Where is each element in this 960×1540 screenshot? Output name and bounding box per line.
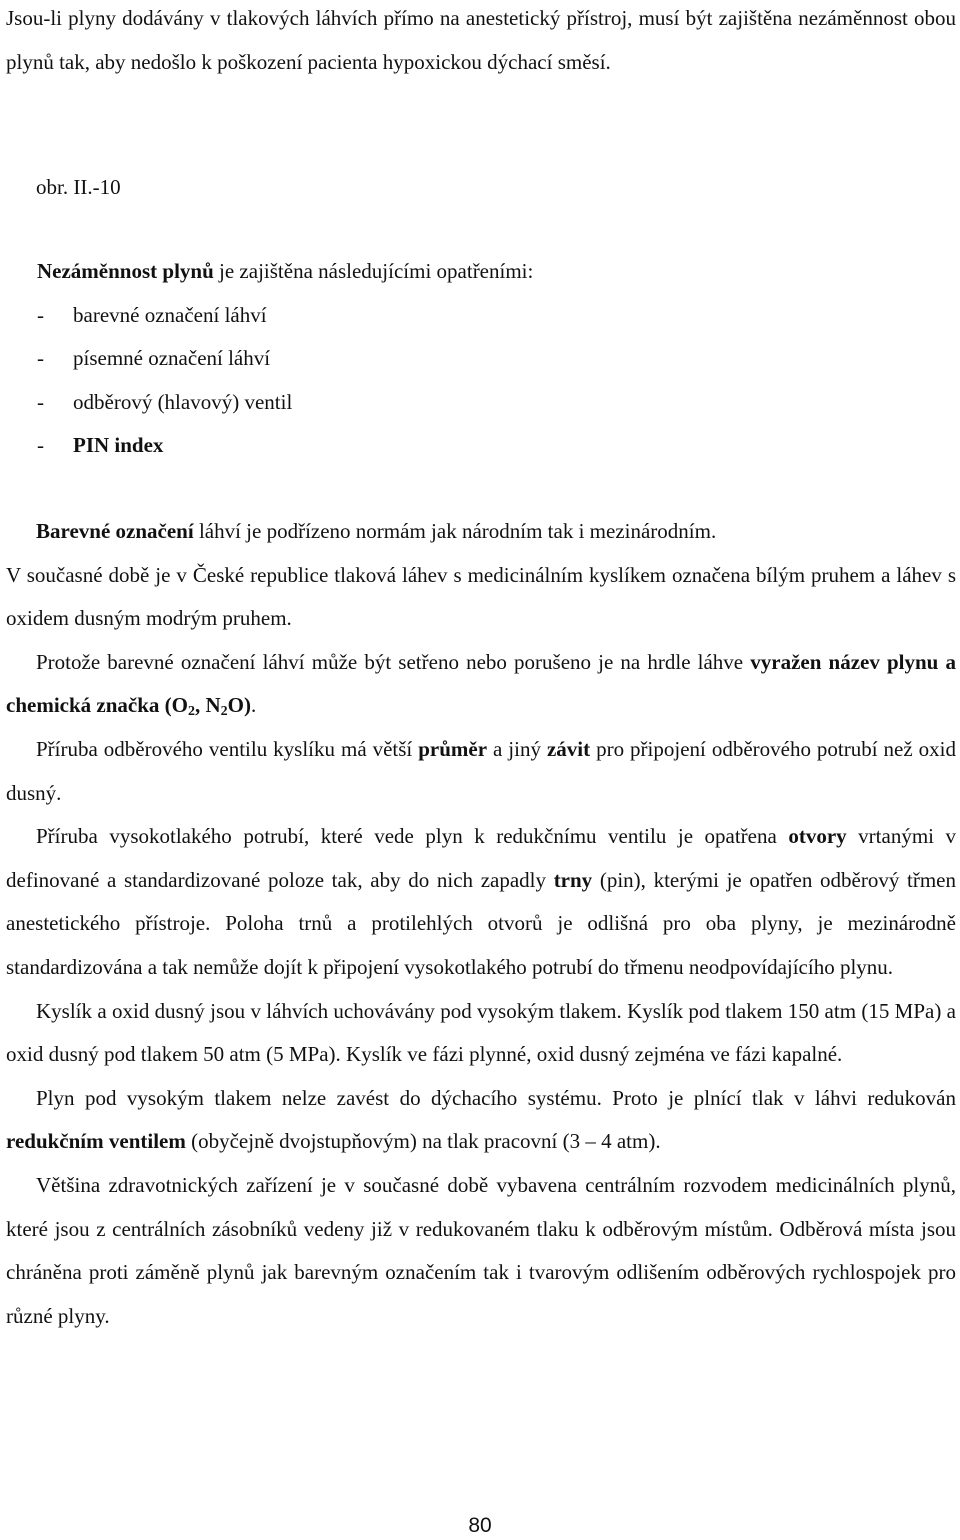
- body-text: [6, 510, 956, 1338]
- list-item: - odběrový (hlavový) ventil: [37, 389, 293, 414]
- paragraph-valve-flange: Příruba odběrového ventilu kyslíku má větší průměr a jiný závit pro připojení odběrového potrubí než oxid dusný.: [6, 736, 956, 805]
- paragraph-engraving: Protože barevné označení láhví může být setřeno nebo porušeno je na hrdle láhve vyražen název plynu a chemická značka ($O_2$, $N_2O$).: [6, 649, 956, 720]
- paragraph-reduction: Plyn pod vysokým tlakem nelze zavést do dýchacího systému. Proto je plnící tlak v láhvi redukován redukčním ventilem (obyčejně dvojstupňovým) na tlak pracovní (3 – 4 atm).: [6, 1085, 956, 1154]
- paragraph-pressure: Kyslík a oxid dusný jsou v láhvích uchovávány pod vysokým tlakem. Kyslík pod tlakem 150 atm (15 MPa) a oxid dusný pod tlakem 50 atm (5 MPa). Kyslík ve fázi plynné, oxid dusný zejména ve fázi kapalné.: [6, 998, 956, 1067]
- intro-paragraph: Jsou-li plyny dodávány v tlakových láhvích přímo na anestetický přístroj, musí být zajištěna nezáměnnost obou plynů tak, aby nedošlo k poškození pacienta hypoxickou dýchací směsí.: [6, 6, 956, 74]
- paragraph-pin-index: Příruba vysokotlakého potrubí, které vede plyn k redukčnímu ventilu je opatřena otvory vrtanými v definované a standardizované poloze tak, aby do nich zapadly trny (pin), kterými je opatřen odběrový třmen anestetického přístroje. Poloha trnů a protilehlých otvorů je odlišná pro oba plyny, je mezinárodně standardizována a tak nemůže dojít k připojení vysokotlakého potrubí do třmenu neodpovídajícího plynu.: [6, 824, 956, 979]
- paragraph-central-distribution: Většina zdravotnických zařízení je v současné době vybavena centrálním rozvodem medicinálních plynů, které jsou z centrálních zásobníků vedeny již v redukovaném tlaku k odběrovým místům. Odběrová místa jsou chráněna proti záměně plynů jak barevným označením tak i tvarovým odlišením odběrových rychlospojek pro různé plyny.: [6, 1172, 956, 1328]
- list-item: - PIN index: [37, 433, 164, 458]
- list-item: - písemné označení láhví: [37, 346, 271, 371]
- page-number: 80: [468, 1514, 492, 1537]
- figure-reference: obr. II.-10: [36, 175, 121, 199]
- list-lead-rest: je zajištěna následujícími opatřeními:: [213, 259, 534, 283]
- measures-list: [6, 250, 956, 468]
- list-lead: [6, 250, 956, 294]
- paragraph-color-marking: Barevné označení láhví je podřízeno normám jak národním tak i mezinárodním.: [36, 519, 717, 543]
- list-item: - barevné označení láhví: [37, 302, 267, 327]
- paragraph-color-marking-cz: V současné době je v České republice tlaková láhev s medicinálním kyslíkem označena bílým pruhem a láhev s oxidem dusným modrým pruhem.: [6, 562, 956, 631]
- list-lead-bold: Nezáměnnost plynů: [37, 259, 214, 283]
